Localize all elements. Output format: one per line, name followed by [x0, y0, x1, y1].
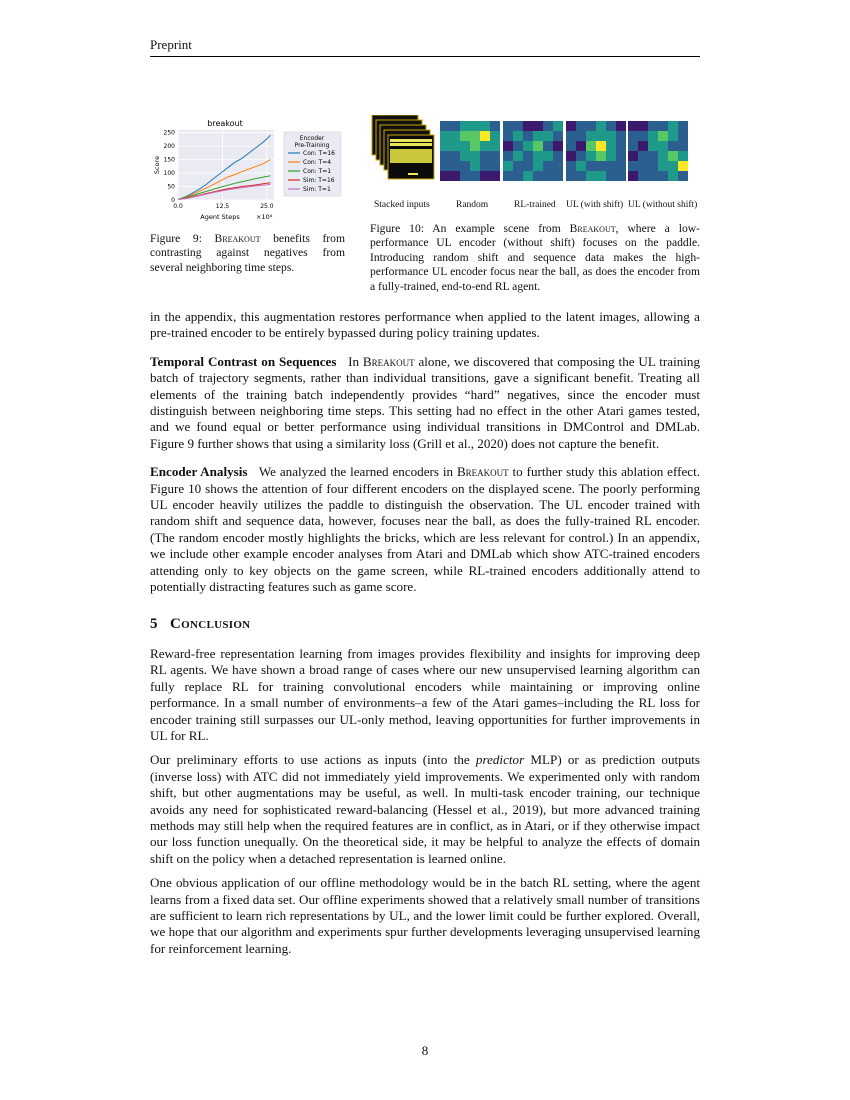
figure-10-panels [370, 115, 700, 200]
heatmap-cell [628, 121, 638, 131]
heatmap-cell [596, 171, 606, 181]
heatmap-cell [658, 171, 668, 181]
heatmap-cell [470, 141, 480, 151]
heatmap-cell [638, 171, 648, 181]
heatmap-cell [480, 161, 490, 171]
heatmap-cell [576, 131, 586, 141]
heatmap-cell [586, 121, 596, 131]
y-tick-label: 0 [171, 197, 175, 204]
heatmap-cell [648, 131, 658, 141]
heatmap-cell [628, 141, 638, 151]
heatmap-cell [460, 151, 470, 161]
heatmap-cell [553, 171, 563, 181]
label-random: Random [456, 200, 489, 210]
temporal-breakout: Breakout [362, 353, 415, 369]
heatmap-cell [616, 171, 626, 181]
heatmap-cell [490, 151, 500, 161]
heatmap-cell [533, 131, 543, 141]
legend-entry: Con: T=16 [303, 150, 335, 157]
ul-with-shift-heatmap [566, 121, 626, 181]
heatmap-cell [586, 171, 596, 181]
figure-10-labels [370, 200, 700, 214]
heatmap-cell [470, 161, 480, 171]
y-tick-label: 250 [163, 129, 175, 137]
heatmap-cell [638, 141, 648, 151]
heatmap-cell [648, 121, 658, 131]
paragraph-encoder-analysis [150, 464, 700, 595]
heatmap-cell [616, 161, 626, 171]
heatmap-cell [480, 121, 490, 131]
heatmap-cell [678, 171, 688, 181]
heatmap-cell [480, 141, 490, 151]
heatmap-cell [648, 171, 658, 181]
heatmap-cell [553, 141, 563, 151]
heatmap-cell [480, 151, 490, 161]
caption-breakout: Breakout [214, 232, 261, 245]
caption-pre: An example scene from [432, 222, 561, 235]
heatmap-cell [553, 151, 563, 161]
heatmap-cell [606, 141, 616, 151]
heatmap-cell [576, 171, 586, 181]
y-tick-label: 200 [163, 143, 175, 151]
heatmap-cell [658, 131, 668, 141]
heatmap-cell [586, 151, 596, 161]
heatmap-cell [596, 121, 606, 131]
conclusion-paragraph-3: One obvious application of our offline methodology would be in the batch RL setting, where the agent learns from a fixed data set. Our offline experiments showed that a relatively small number of transitions are sufficient to learn rich representations by UL, and the lower limit could be further explored. Overall, we hope that our algorithm and experiments spur further developments leveraging unsupervised learning for reinforcement learning. [150, 875, 700, 956]
running-title: Preprint [150, 37, 192, 52]
heatmap-cell [543, 171, 553, 181]
heatmap-cell [668, 131, 678, 141]
heatmap-cell [533, 171, 543, 181]
heatmap-cell [513, 141, 523, 151]
heatmap-cell [586, 161, 596, 171]
heatmap-cell [628, 131, 638, 141]
y-tick-label: 100 [163, 170, 175, 178]
temporal-text-post: alone, we discovered that composing the UL training batch of trajectory segments, rather than individual transitions, gave a significant benefit. Treating all elements of the training batch independently provides “hard” negatives, since the encoder must distinguish between neighboring time steps. This setting had no effect in the other Atari games tested, and we found equal or better performance using individual transitions in DMControl and DMLab. Figure 9 further shows that using a similarity loss (Grill et al., 2020) does not capture the benefit. [150, 353, 700, 451]
figure-9 [150, 115, 345, 275]
legend-entry: Con: T=4 [303, 159, 332, 166]
heatmap-cell [616, 141, 626, 151]
running-header [150, 37, 700, 57]
section-heading-conclusion [150, 616, 700, 632]
caption-post: , where a low-performance UL encoder (without shift) focuses on the paddle. Introducing random shift and sequence data makes the high-performance UL encoder focus near the ball, as does the encoder from a fully-trained, end-to-end RL agent. [370, 222, 700, 293]
ul-without-shift-heatmap [628, 121, 688, 181]
heatmap-cell [628, 161, 638, 171]
heatmap-cell [668, 121, 678, 131]
heatmap-cell [460, 131, 470, 141]
heatmap-cell [678, 141, 688, 151]
heatmap-cell [460, 161, 470, 171]
x-multiplier: ×10⁴ [256, 213, 273, 221]
y-tick-label: 50 [167, 183, 175, 191]
heatmap-cell [533, 151, 543, 161]
encoder-text-pre: We analyzed the learned encoders in [258, 464, 454, 480]
heatmap-cell [576, 161, 586, 171]
section-number: 5 [150, 615, 158, 632]
heatmap-cell [648, 151, 658, 161]
heatmap-cell [566, 121, 576, 131]
y-tick-label: 150 [163, 156, 175, 164]
paragraph-intro: in the appendix, this augmentation restores performance when applied to the latent images, allowing a pre-trained encoder to be entirely bypassed during policy training updates. [150, 309, 700, 341]
paragraph-temporal-contrast [150, 354, 700, 452]
legend [284, 132, 341, 196]
caption-breakout: Breakout [569, 222, 616, 235]
p2-post: MLP) or as prediction outputs (inverse loss) with ATC did not immediately yield improvements. We experimented only with random shift, but other augmentations may be useful, as well. In multi-task encoder training, our technique avoids any need for sophisticated reward-balancing (Hessel et al., 2019), but more advanced training methods may still help when the required features are in conflict, as in Atari, or if they otherwise impact our loss function unequally. On the theoretical side, it may be helpful to analyze the effects of domain shift on the policy when a detached representation is learned online. [150, 752, 700, 866]
heatmap-cell [543, 141, 553, 151]
encoder-breakout: Breakout [456, 464, 509, 480]
x-tick-label: 25.0 [260, 203, 274, 210]
heatmap-cell [678, 161, 688, 171]
heatmap-cell [523, 161, 533, 171]
heatmap-cell [440, 161, 450, 171]
heatmap-cell [470, 171, 480, 181]
heatmap-cell [523, 171, 533, 181]
heatmap-cell [490, 131, 500, 141]
chart-title: breakout [207, 119, 243, 128]
heatmap-cell [543, 131, 553, 141]
heatmap-cell [668, 161, 678, 171]
heatmap-cell [440, 121, 450, 131]
heatmap-cell [460, 121, 470, 131]
heatmap-cell [658, 141, 668, 151]
heatmap-cell [470, 121, 480, 131]
heatmap-cell [616, 151, 626, 161]
heatmap-cell [586, 131, 596, 141]
heatmap-cell [450, 161, 460, 171]
heatmap-cell [450, 171, 460, 181]
heatmap-cell [678, 121, 688, 131]
heatmap-cell [543, 151, 553, 161]
heatmap-cell [490, 141, 500, 151]
encoder-text-post: to further study this ablation effect. Figure 10 shows the attention of four different encoders on the displayed scene. The poorly performing UL encoder heavily utilizes the paddle to distinguish the observation. The UL encoder trained with random shift and sequence data, however, focuses near the ball, as does the fully-trained RL encoder. (The random encoder mostly highlights the bricks, which are less relevant for control.) In an appendix, we include other example encoder analyses from Atari and DMLab which show ATC-trained encoders attending only to key objects on the game screen, while RL-trained encoders additionally attend to potentially distracting features such as game score. [150, 464, 700, 595]
heatmap-cell [553, 131, 563, 141]
heatmap-cell [668, 151, 678, 161]
heatmap-cell [460, 171, 470, 181]
heatmap-cell [543, 121, 553, 131]
legend-title-line1: Encoder [299, 135, 325, 142]
heatmap-cell [648, 141, 658, 151]
p2-em: predictor [475, 752, 525, 768]
heatmap-cell [513, 171, 523, 181]
heatmap-cell [513, 151, 523, 161]
heatmap-cell [648, 161, 658, 171]
label-rl-trained: RL-trained [514, 200, 556, 210]
heatmap-cell [503, 141, 513, 151]
heatmap-cell [596, 161, 606, 171]
heatmap-cell [533, 121, 543, 131]
heatmap-cell [628, 171, 638, 181]
figure-10 [370, 115, 700, 294]
heatmap-cell [553, 161, 563, 171]
rl-trained-heatmap [503, 121, 563, 181]
heatmap-cell [450, 131, 460, 141]
heatmap-cell [606, 151, 616, 161]
heatmap-cell [450, 121, 460, 131]
heatmap-cell [586, 141, 596, 151]
heatmap-cell [523, 151, 533, 161]
heatmap-cell [480, 131, 490, 141]
heatmap-cell [616, 131, 626, 141]
label-ul-without-shift: UL (without shift) [628, 200, 698, 210]
heatmap-cell [566, 161, 576, 171]
caption-label: Figure 10: [370, 222, 424, 235]
heading-encoder-analysis: Encoder Analysis [150, 464, 248, 480]
heatmap-cell [513, 121, 523, 131]
heatmap-cell [490, 161, 500, 171]
breakout-chart [150, 115, 345, 223]
conclusion-paragraph-1: Reward-free representation learning from images provides flexibility and insights for improving deep RL agents. We have shown a broad range of cases where our new unsupervised learning algorithm can fully replace RL for training convolutional encoders while maintaining or improving online performance. In a small number of environments–a few of the Atari games–including the RL loss for encoder training still surpasses our UL-only method, leaving opportunities for further improvements in UL for RL. [150, 645, 700, 743]
heatmap-cell [513, 161, 523, 171]
caption-label: Figure 9: [150, 232, 202, 245]
label-stacked-inputs: Stacked inputs [374, 200, 430, 210]
heatmap-cell [503, 131, 513, 141]
heatmap-cell [566, 141, 576, 151]
legend-entry: Sim: T=16 [303, 177, 335, 184]
heatmap-cell [503, 121, 513, 131]
heatmap-cell [553, 121, 563, 131]
legend-entry: Sim: T=1 [303, 186, 331, 193]
heatmap-cell [490, 121, 500, 131]
heatmap-cell [628, 151, 638, 161]
heatmap-cell [523, 131, 533, 141]
heatmap-cell [440, 141, 450, 151]
heatmap-cell [490, 171, 500, 181]
heatmap-cell [543, 161, 553, 171]
heatmap-cell [638, 121, 648, 131]
heatmap-cell [450, 151, 460, 161]
heatmap-cell [470, 131, 480, 141]
heatmap-cell [503, 161, 513, 171]
legend-entry: Con: T=1 [303, 168, 332, 175]
heatmap-cell [638, 151, 648, 161]
heatmap-cell [678, 151, 688, 161]
conclusion-paragraph-2 [150, 752, 700, 867]
heatmap-cell [658, 151, 668, 161]
heatmap-cell [576, 141, 586, 151]
heatmap-cell [440, 131, 450, 141]
heatmap-cell [523, 121, 533, 131]
heatmap-cell [606, 171, 616, 181]
page-number: 8 [421, 1043, 429, 1058]
heatmap-cell [513, 131, 523, 141]
caption-text: benefits from contrasting against negatives from several neighboring time steps. [150, 232, 345, 274]
heatmap-cell [503, 151, 513, 161]
y-axis-label: Score [153, 155, 161, 175]
x-tick-label: 12.5 [215, 203, 230, 210]
heatmap-cell [480, 171, 490, 181]
heatmap-cell [576, 121, 586, 131]
heatmap-cell [678, 131, 688, 141]
heatmap-cell [668, 141, 678, 151]
heatmap-cell [616, 121, 626, 131]
heatmap-cell [440, 171, 450, 181]
heatmap-cell [638, 161, 648, 171]
heatmap-cell [606, 121, 616, 131]
heatmap-cell [668, 171, 678, 181]
p2-pre: Our preliminary efforts to use actions as inputs (into the [150, 752, 470, 768]
heatmap-cell [460, 141, 470, 151]
heatmap-cell [576, 151, 586, 161]
random-heatmap [440, 121, 500, 181]
heading-temporal-contrast: Temporal Contrast on Sequences [150, 353, 337, 369]
figure-10-caption [370, 222, 700, 294]
x-axis-label: Agent Steps [200, 213, 240, 221]
heatmap-cell [606, 161, 616, 171]
heatmap-cell [533, 141, 543, 151]
heatmap-cell [638, 131, 648, 141]
heatmap-cell [566, 171, 576, 181]
heatmap-cell [566, 131, 576, 141]
heatmap-cell [596, 131, 606, 141]
x-tick-label: 0.0 [173, 203, 183, 210]
heatmap-cell [470, 151, 480, 161]
figure-9-caption [150, 232, 345, 275]
heatmap-cell [450, 141, 460, 151]
heatmap-cell [596, 141, 606, 151]
body-text [150, 309, 700, 965]
heatmap-cell [658, 161, 668, 171]
heatmap-cell [596, 151, 606, 161]
heatmap-cell [523, 141, 533, 151]
heatmap-cell [658, 121, 668, 131]
label-ul-with-shift: UL (with shift) [566, 200, 624, 210]
heatmap-cell [533, 161, 543, 171]
heatmap-cell [503, 171, 513, 181]
heatmap-cell [440, 151, 450, 161]
temporal-text-pre: In [348, 353, 359, 369]
legend-title-line2: Pre-Training [294, 142, 330, 149]
stacked-inputs-image [370, 115, 440, 195]
heatmap-cell [566, 151, 576, 161]
section-title: Conclusion [169, 615, 251, 632]
heatmap-cell [606, 131, 616, 141]
